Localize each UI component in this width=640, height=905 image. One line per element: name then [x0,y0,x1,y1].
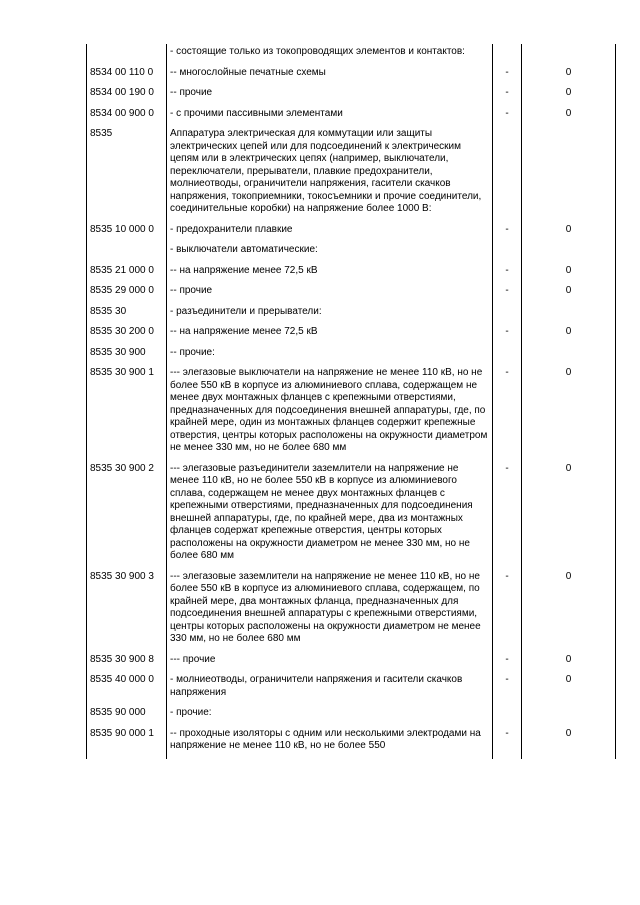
tnved-code: 8534 00 190 0 [87,85,167,106]
unit-column: - [493,569,522,652]
unit-column: - [493,65,522,86]
tnved-code: 8535 30 [87,304,167,325]
goods-description: -- многослойные печатные схемы [167,65,493,86]
tnved-code: 8535 [87,126,167,222]
goods-description: --- элегазовые заземлители на напряжение не менее 110 кВ, но не более 550 кВ в корпусе из алюминиевого сплава, содержащем, по крайней мере, два монтажных фланца, предназначенных для подсоединения внешней аппаратуры с крепежными отверстиями, центры которых расположены на окружности диаметром не менее 330 мм, но не более 680 мм [167,569,493,652]
duty-rate [522,242,616,263]
unit-column: - [493,85,522,106]
goods-description: --- прочие [167,652,493,673]
tariff-table-body [87,44,616,759]
duty-rate: 0 [522,324,616,345]
unit-column [493,705,522,726]
tnved-code: 8534 00 900 0 [87,106,167,127]
table-row [87,726,616,759]
duty-rate: 0 [522,672,616,705]
table-row [87,222,616,243]
table-row [87,672,616,705]
tnved-code: 8535 30 900 3 [87,569,167,652]
tnved-code [87,242,167,263]
table-row [87,106,616,127]
tnved-code [87,44,167,65]
goods-description: - предохранители плавкие [167,222,493,243]
tnved-code: 8535 30 200 0 [87,324,167,345]
tnved-code: 8535 90 000 1 [87,726,167,759]
duty-rate: 0 [522,65,616,86]
tnved-code: 8534 00 110 0 [87,65,167,86]
duty-rate: 0 [522,106,616,127]
tnved-code: 8535 10 000 0 [87,222,167,243]
duty-rate: 0 [522,569,616,652]
duty-rate [522,44,616,65]
duty-rate: 0 [522,222,616,243]
unit-column: - [493,283,522,304]
unit-column: - [493,726,522,759]
unit-column: - [493,222,522,243]
unit-column: - [493,324,522,345]
goods-description: -- на напряжение менее 72,5 кВ [167,324,493,345]
duty-rate: 0 [522,726,616,759]
unit-column: - [493,365,522,461]
goods-description: -- прочие [167,283,493,304]
tnved-code: 8535 30 900 [87,345,167,366]
unit-column: - [493,106,522,127]
duty-rate [522,304,616,325]
goods-description: --- элегазовые разъединители заземлители на напряжение не менее 110 кВ, но не более 550 кВ в корпусе из алюминиевого сплава, содержащем не менее двух монтажных фланцев с крепежными отверстиями, предназначенных для подсоединения внешней аппаратуры, где, по крайней мере, два из монтажных фланцев содержат крепежные отверстия, центры которых расположены на окружности диаметром не менее 330 мм, но не более 680 мм [167,461,493,569]
table-row [87,345,616,366]
goods-description: --- элегазовые выключатели на напряжение не менее 110 кВ, но не более 550 кВ в корпусе из алюминиевого сплава, содержащем не менее двух монтажных фланцев с крепежными отверстиями, предназначенных для подсоединения внешней аппаратуры, где, по крайней мере, один из монтажных фланцев содержит крепежные отверстия, центры которых расположены на окружности диаметром не менее 330 мм, но не более 680 мм [167,365,493,461]
tnved-code: 8535 30 900 2 [87,461,167,569]
tnved-code: 8535 40 000 0 [87,672,167,705]
table-row [87,65,616,86]
unit-column [493,345,522,366]
unit-column [493,126,522,222]
goods-description: -- на напряжение менее 72,5 кВ [167,263,493,284]
table-row [87,263,616,284]
goods-description: - разъединители и прерыватели: [167,304,493,325]
tnved-code: 8535 30 900 1 [87,365,167,461]
table-row [87,85,616,106]
table-row [87,242,616,263]
goods-description: -- проходные изоляторы с одним или несколькими электродами на напряжение не менее 110 кВ, но не более 550 [167,726,493,759]
goods-description: - состоящие только из токопроводящих элементов и контактов: [167,44,493,65]
goods-description: -- прочие: [167,345,493,366]
table-row [87,461,616,569]
unit-column [493,304,522,325]
unit-column [493,44,522,65]
unit-column: - [493,263,522,284]
duty-rate: 0 [522,283,616,304]
unit-column: - [493,652,522,673]
duty-rate [522,126,616,222]
tnved-code: 8535 29 000 0 [87,283,167,304]
table-row [87,44,616,65]
table-row [87,652,616,673]
unit-column [493,242,522,263]
tariff-table [86,44,616,759]
table-row [87,283,616,304]
duty-rate: 0 [522,85,616,106]
unit-column: - [493,672,522,705]
unit-column: - [493,461,522,569]
duty-rate: 0 [522,461,616,569]
table-row [87,705,616,726]
tnved-code: 8535 90 000 [87,705,167,726]
goods-description: - с прочими пассивными элементами [167,106,493,127]
goods-description: Аппаратура электрическая для коммутации или защиты электрических цепей или для подсоединений к электрическим цепям или в электрических цепях (например, выключатели, переключатели, прерыватели, плавкие предохранители, молниеотводы, ограничители напряжения, гасители скачков напряжения, токоприемники, токосъемники и прочие соединители, соединительные коробки) на напряжение более 1000 В: [167,126,493,222]
table-row [87,324,616,345]
table-row [87,365,616,461]
table-row [87,126,616,222]
goods-description: - прочие: [167,705,493,726]
goods-description: - молниеотводы, ограничители напряжения и гасители скачков напряжения [167,672,493,705]
duty-rate: 0 [522,652,616,673]
duty-rate: 0 [522,263,616,284]
tnved-code: 8535 21 000 0 [87,263,167,284]
duty-rate [522,345,616,366]
tnved-code: 8535 30 900 8 [87,652,167,673]
duty-rate [522,705,616,726]
table-row [87,569,616,652]
duty-rate: 0 [522,365,616,461]
goods-description: - выключатели автоматические: [167,242,493,263]
goods-description: -- прочие [167,85,493,106]
table-row [87,304,616,325]
